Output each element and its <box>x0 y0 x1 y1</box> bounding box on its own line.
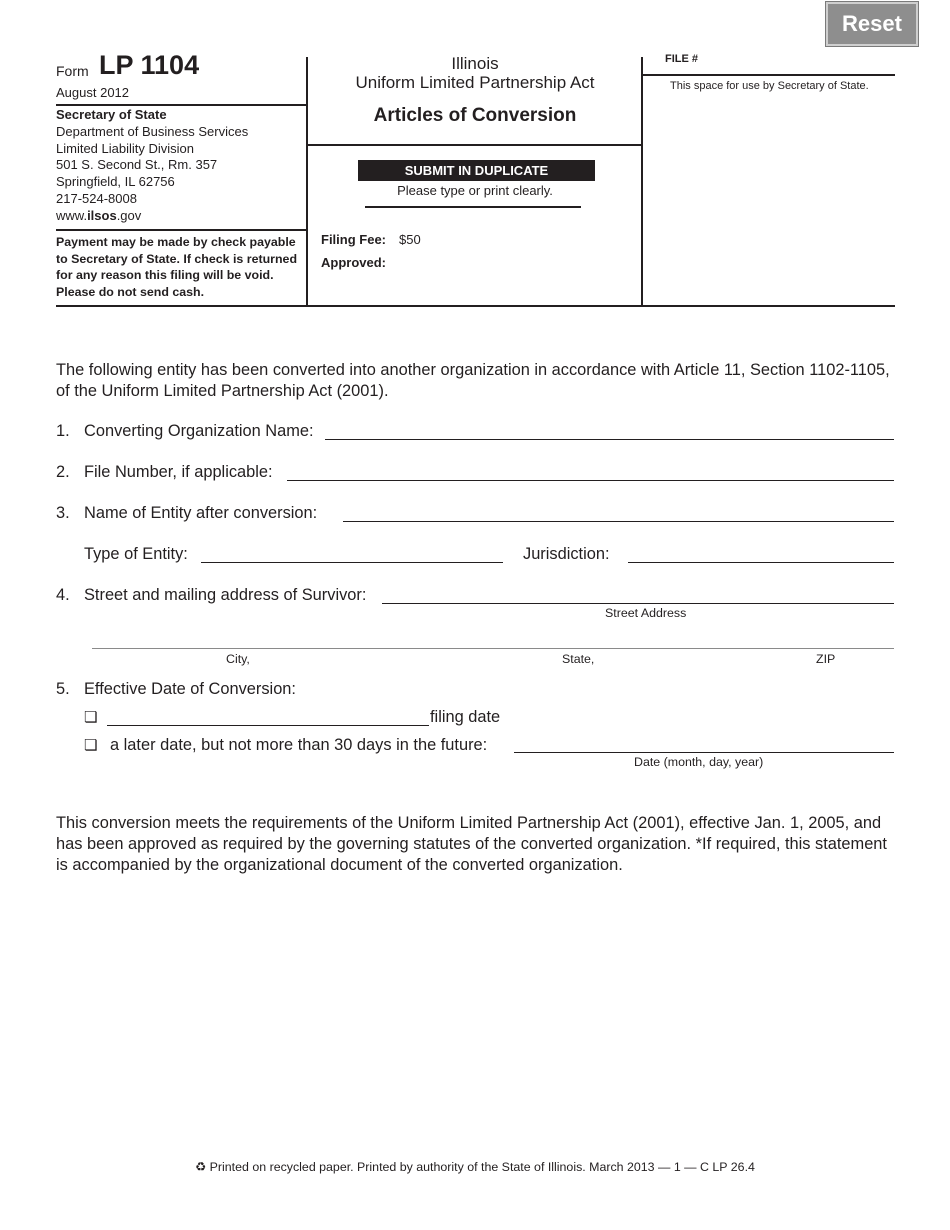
conversion-statement: This conversion meets the requirements of the Uniform Limited Partnership Act (2001), effective Jan. 1, 2005, and has been approved as required by the governing statutes of the converted organization. *If required, this statement is accompanied by the organizational document of the converted organization. <box>56 814 887 874</box>
later-date-label: a later date, but not more than 30 days in the future: <box>110 736 488 754</box>
office-division: Limited Liability Division <box>56 140 194 156</box>
web-prefix: www. <box>56 207 88 223</box>
item-1-label: Converting Organization Name: <box>84 422 314 440</box>
jurisdiction-field[interactable] <box>628 562 894 563</box>
payment-note: Payment may be made by check payable to Secretary of State. If check is returned for any reason this filing will be void. Please do not send cash. <box>56 235 298 299</box>
jurisdiction-label: Jurisdiction: <box>523 545 610 563</box>
submit-banner: SUBMIT IN DUPLICATE <box>358 160 595 181</box>
sos-top-rule <box>56 104 306 106</box>
filing-date-field[interactable] <box>107 725 429 726</box>
item-3-number: 3. <box>56 504 70 522</box>
state-hint: State, <box>562 652 595 666</box>
office-street: 501 S. Second St., Rm. 357 <box>56 157 218 173</box>
office-phone: 217-524-8008 <box>56 190 137 206</box>
street-address-field[interactable] <box>382 603 894 604</box>
office-website[interactable] <box>56 208 248 225</box>
intro-paragraph: The following entity has been converted into another organization in accordance with Article 11, Section 1102-1105, of the Uniform Limited Partnership Act (2001). <box>56 361 890 400</box>
date-format-hint: Date (month, day, year) <box>634 755 764 769</box>
print-note: Please type or print clearly. <box>397 183 553 198</box>
filing-date-label: filing date <box>430 708 501 726</box>
office-title: Secretary of State <box>56 107 167 122</box>
city-state-zip-field[interactable] <box>92 648 894 649</box>
office-city: Springfield, IL 62756 <box>56 174 175 190</box>
recycle-icon: ♻ <box>195 1160 207 1174</box>
later-date-field[interactable] <box>514 752 894 753</box>
type-of-entity-field[interactable] <box>201 562 503 563</box>
item-5-label: Effective Date of Conversion: <box>84 680 296 698</box>
file-number-label: FILE # <box>665 53 699 65</box>
converting-organization-name-field[interactable] <box>325 439 894 440</box>
form-number: LP 1104 <box>99 50 200 80</box>
header-divider-left <box>306 57 308 305</box>
document-title: Articles of Conversion <box>373 105 577 126</box>
filing-date-checkbox[interactable]: ❏ <box>84 709 98 726</box>
filing-fee-label: Filing Fee: <box>321 232 386 247</box>
header-bottom-rule <box>56 305 895 307</box>
office-department: Department of Business Services <box>56 123 249 139</box>
file-space-note: This space for use by Secretary of State. <box>670 80 869 92</box>
web-suffix: .gov <box>116 207 142 223</box>
state-name: Illinois <box>451 54 499 73</box>
web-domain: ilsos <box>87 207 117 223</box>
print-note-rule <box>365 206 581 208</box>
office-address <box>56 107 248 225</box>
zip-hint: ZIP <box>816 652 836 666</box>
street-address-hint: Street Address <box>605 606 687 620</box>
item-2-number: 2. <box>56 463 70 481</box>
filing-fee-value: $50 <box>399 232 421 247</box>
approved-label: Approved: <box>321 255 386 270</box>
header-divider-right <box>641 57 643 305</box>
item-1-number: 1. <box>56 422 70 440</box>
item-5-number: 5. <box>56 680 70 698</box>
payment-top-rule <box>56 229 306 231</box>
type-of-entity-label: Type of Entity: <box>84 545 188 563</box>
act-name: Uniform Limited Partnership Act <box>355 73 595 92</box>
footer <box>0 1159 950 1174</box>
form-date: August 2012 <box>56 85 130 100</box>
later-date-checkbox[interactable]: ❏ <box>84 737 98 754</box>
entity-name-after-conversion-field[interactable] <box>343 521 894 522</box>
center-title-rule <box>307 144 642 146</box>
file-rule <box>642 74 895 76</box>
city-hint: City, <box>226 652 250 666</box>
item-4-number: 4. <box>56 586 70 604</box>
item-3-label: Name of Entity after conversion: <box>84 504 318 522</box>
file-number-field[interactable] <box>287 480 894 481</box>
form-label: Form <box>56 63 89 79</box>
item-2-label: File Number, if applicable: <box>84 463 273 481</box>
reset-button[interactable]: Reset <box>826 2 918 46</box>
item-4-label: Street and mailing address of Survivor: <box>84 586 367 604</box>
footer-text: Printed on recycled paper. Printed by authority of the State of Illinois. March 2013 — 1 — C LP 26.4 <box>209 1160 755 1174</box>
